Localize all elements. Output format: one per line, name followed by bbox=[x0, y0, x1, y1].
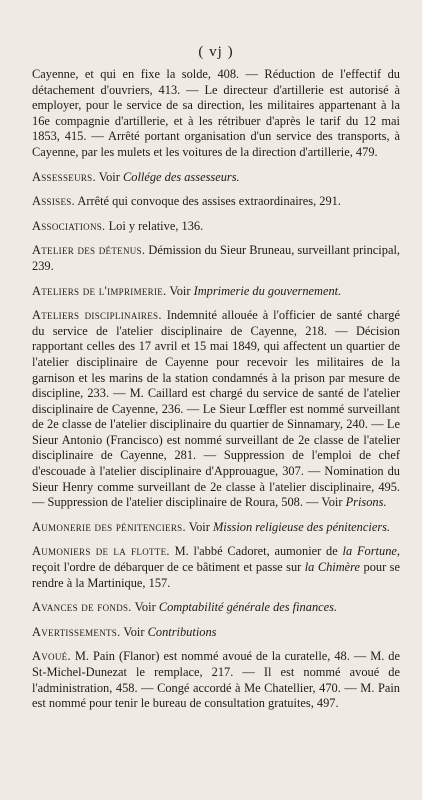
entry-headword: Ateliers de l'imprimerie. bbox=[32, 283, 167, 298]
entry-cross-reference: Prisons. bbox=[345, 495, 387, 510]
index-entry-associations bbox=[32, 219, 400, 235]
entry-cross-reference: Comptabilité générale des finances. bbox=[158, 600, 338, 615]
entry-text: Voir bbox=[134, 600, 156, 615]
index-entry-atelier-detenus bbox=[32, 243, 400, 274]
entry-headword: Avoué. bbox=[32, 649, 71, 664]
entry-headword: Assises. bbox=[32, 194, 75, 209]
entry-text: Démission du Sieur Bruneau, surveillant principal, 239. bbox=[32, 243, 400, 273]
entry-cross-reference: Collége des assesseurs. bbox=[122, 169, 240, 184]
entry-text: Voir bbox=[123, 624, 145, 639]
entry-text: Voir bbox=[98, 169, 120, 184]
entry-headword: Avertissements. bbox=[32, 624, 121, 639]
entry-text: Voir bbox=[169, 283, 191, 298]
entry-cross-reference: Mission religieuse des pénitenciers. bbox=[212, 519, 391, 534]
entry-headword: Aumonerie des pénitenciers. bbox=[32, 519, 186, 534]
index-entry-avertissements bbox=[32, 625, 400, 641]
entry-headword: Avances de fonds. bbox=[32, 600, 132, 615]
entry-headword: Assesseurs. bbox=[32, 169, 96, 184]
index-entry-avoue bbox=[32, 649, 400, 711]
entry-headword: Associations. bbox=[32, 218, 106, 233]
entry-text: M. l'abbé Cadoret, aumonier de bbox=[174, 544, 338, 559]
entry-text: Loi y relative, 136. bbox=[108, 218, 204, 233]
entry-text: Voir bbox=[188, 519, 210, 534]
index-entry-aumoniers-flotte bbox=[32, 544, 400, 591]
index-entry-ateliers-disciplinaires bbox=[32, 308, 400, 511]
index-entry-assises bbox=[32, 194, 400, 210]
entry-text: M. Pain (Flanor) est nommé avoué de la curatelle, 48. — M. de St-Michel-Dunezat le remplace, 217. — Il est nommé avoué de l'administration, 458. — Congé accordé à Me Chatellier, 470. — M. Pain est nommé pour tenir le bureau de consultation gratuites, 497. bbox=[32, 649, 400, 711]
index-entry-ateliers-imprimerie bbox=[32, 284, 400, 300]
index-entry-continuation bbox=[32, 67, 400, 161]
entry-text: pour se rendre à la Martinique, 157. bbox=[32, 560, 400, 590]
entry-text: Arrêté qui convoque des assises extraordinaires, 291. bbox=[77, 194, 341, 209]
entry-text: Indemnité allouée à l'officier de santé chargé du service de l'atelier disciplinaire de Cayenne, 218. — Décision rapportant celles des 17 avril et 15 mai 1849, qui affectent un quartier de l'atelier disciplinaire de Cayenne pour recevoir les militaires de la garnison et les marins de la station condamnés à la prison par mesure de discipline, 233. — M. Caillard est chargé du service de santé de l'atelier disciplinaire de Cayenne, 236. — Le Sieur Lœffler est nommé surveillant de 2e classe de l'atelier disciplinaire du quartier de Sinnamary, 240. — Le Sieur Antonio (Francisco) est nommé surveillant de 2e classe de l'atelier disciplinaire de Cayenne, 281. — Suppression de l'emploi de chef d'escouade à l'atelier disciplinaire d'Approuague, 307. — Nomination du Sieur Henry comme surveillant de 2e classe à l'atelier disciplinaire, 495. — Suppression de l'atelier disciplinaire de Roura, 508. — Voir bbox=[32, 308, 400, 510]
entry-ship-name: la Fortune, bbox=[342, 544, 400, 559]
page-number: ( vj ) bbox=[198, 44, 234, 60]
entry-ship-name: la Chimère bbox=[304, 560, 361, 575]
entry-headword: Ateliers disciplinaires. bbox=[32, 308, 162, 323]
entry-headword: Aumoniers de la flotte. bbox=[32, 544, 170, 559]
entry-headword: Atelier des détenus. bbox=[32, 243, 146, 258]
entry-cross-reference: Contributions bbox=[147, 624, 217, 639]
index-entry-assesseurs bbox=[32, 170, 400, 186]
entry-text: Cayenne, et qui en fixe la solde, 408. — Réduction de l'effectif du détachement d'ouvriers, 413. — Le directeur d'artillerie est autorisé à employer, pour le service de sa direction, les militaires appartenant à la 16e compagnie d'artillerie, et à les rétribuer d'après le tarif du 12 mai 1853, 415. — Arrêté portant organisation d'un service des transports, à Cayenne, par les mulets et les voitures de la direction d'artillerie, 479. bbox=[32, 67, 400, 159]
index-entry-avances-fonds bbox=[32, 600, 400, 616]
entry-cross-reference: Imprimerie du gouvernement. bbox=[193, 283, 342, 298]
entry-text: reçoit l'ordre de débarquer de ce bâtiment et passe sur bbox=[32, 560, 302, 575]
index-entry-aumonerie bbox=[32, 520, 400, 536]
